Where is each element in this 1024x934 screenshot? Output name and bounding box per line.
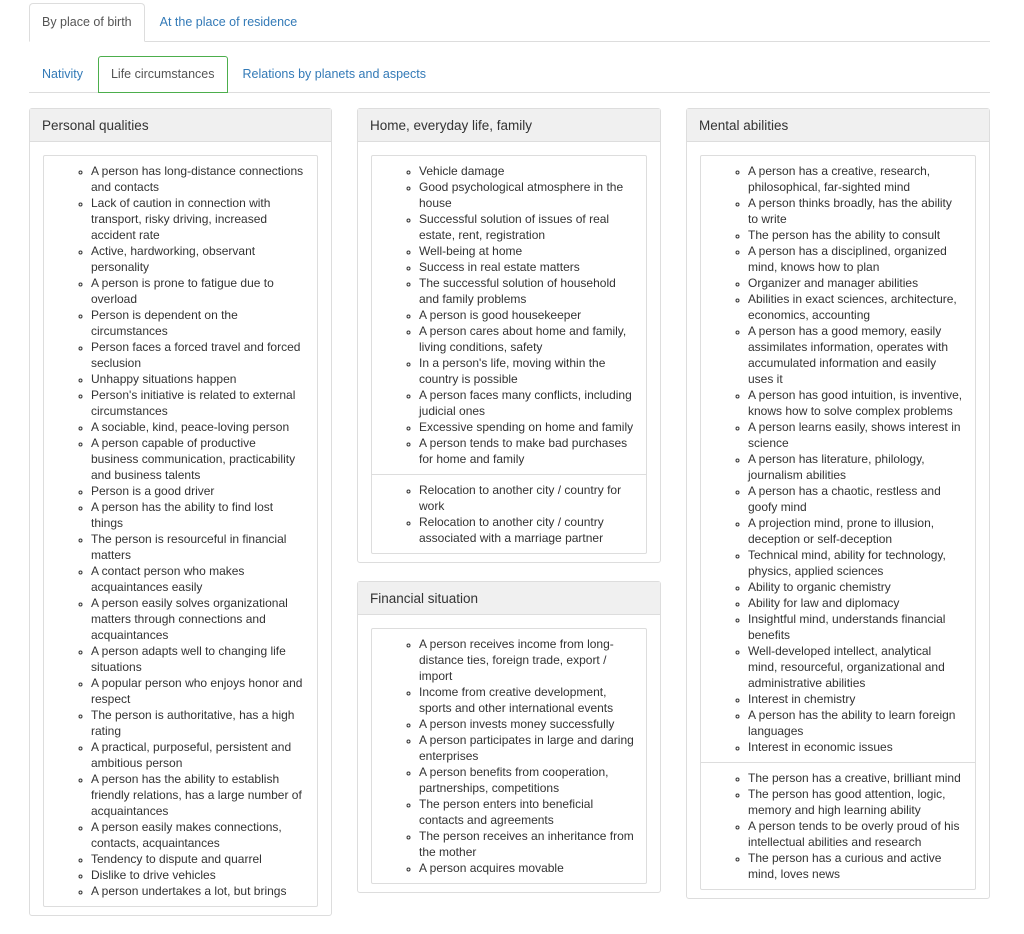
list-item: ◦ A person tends to be overly proud of his intellectual abilities and research: [748, 818, 969, 850]
panel-home-everyday-life-family: [357, 108, 661, 563]
list-item: ◦ The person has a curious and active mind, loves news: [748, 850, 969, 882]
tab-relations-by-planets-and-aspects[interactable]: Relations by planets and aspects: [242, 67, 426, 81]
list-item: ◦ Vehicle damage: [419, 163, 640, 179]
item-group: [372, 475, 646, 553]
list-item: ◦ Relocation to another city / country associated with a marriage partner: [419, 514, 640, 546]
list-item: ◦ A person has the ability to establish friendly relations, has a large number of acquaintances: [91, 771, 311, 819]
panel-mental-abilities: [686, 108, 990, 899]
list-item: ◦ Ability to organic chemistry: [748, 579, 969, 595]
list-item: ◦ Insightful mind, understands financial benefits: [748, 611, 969, 643]
list-item: ◦ A person easily makes connections, contacts, acquaintances: [91, 819, 311, 851]
panels-area: [29, 108, 990, 898]
list-item: ◦ Well-being at home: [419, 243, 640, 259]
list-item: ◦ Successful solution of issues of real estate, rent, registration: [419, 211, 640, 243]
list-item: ◦ Active, hardworking, observant personality: [91, 243, 311, 275]
panel-body: [687, 142, 989, 898]
list-item: ◦ A person receives income from long-distance ties, foreign trade, export / import: [419, 636, 640, 684]
list-item: ◦ In a person's life, moving within the country is possible: [419, 355, 640, 387]
list-item: ◦ A person thinks broadly, has the ability to write: [748, 195, 969, 227]
list-item: ◦ Success in real estate matters: [419, 259, 640, 275]
list-item: ◦ A person benefits from cooperation, partnerships, competitions: [419, 764, 640, 796]
list-item: ◦ A person is good housekeeper: [419, 307, 640, 323]
item-list: [701, 163, 969, 755]
list-item: ◦ A person has the ability to learn foreign languages: [748, 707, 969, 739]
list-item: ◦ The person enters into beneficial contacts and agreements: [419, 796, 640, 828]
tab-life-circumstances[interactable]: Life circumstances: [98, 56, 228, 93]
item-group: [372, 629, 646, 883]
list-item: ◦ A person has the ability to find lost things: [91, 499, 311, 531]
list-item: ◦ Person's initiative is related to external circumstances: [91, 387, 311, 419]
list-item: ◦ Income from creative development, sports and other international events: [419, 684, 640, 716]
column-middle: [357, 108, 661, 911]
list-item: ◦ A practical, purposeful, persistent and ambitious person: [91, 739, 311, 771]
column-right: [686, 108, 990, 917]
item-list: [372, 163, 640, 467]
list-item: ◦ The successful solution of household and family problems: [419, 275, 640, 307]
list-item: ◦ Lack of caution in connection with transport, risky driving, increased accident rate: [91, 195, 311, 243]
item-list: [701, 770, 969, 882]
list-item: ◦ A person has a chaotic, restless and goofy mind: [748, 483, 969, 515]
panel-body: [358, 142, 660, 562]
list-item: ◦ Technical mind, ability for technology, physics, applied sciences: [748, 547, 969, 579]
item-list: [44, 163, 311, 899]
panel-title: Home, everyday life, family: [358, 109, 660, 142]
panel-financial-situation: [357, 581, 661, 893]
list-item: ◦ A person has a creative, research, philosophical, far-sighted mind: [748, 163, 969, 195]
list-item: ◦ A person acquires movable: [419, 860, 640, 876]
list-item: ◦ Person is dependent on the circumstances: [91, 307, 311, 339]
list-item: ◦ The person has the ability to consult: [748, 227, 969, 243]
group-box: [371, 155, 647, 554]
list-item: ◦ Ability for law and diplomacy: [748, 595, 969, 611]
list-item: ◦ Person faces a forced travel and forced seclusion: [91, 339, 311, 371]
item-group: [701, 156, 975, 763]
panel-body: [30, 142, 331, 915]
list-item: ◦ A person has a disciplined, organized mind, knows how to plan: [748, 243, 969, 275]
list-item: ◦ The person receives an inheritance from the mother: [419, 828, 640, 860]
list-item: ◦ Abilities in exact sciences, architecture, economics, accounting: [748, 291, 969, 323]
list-item: ◦ A popular person who enjoys honor and respect: [91, 675, 311, 707]
list-item: ◦ A person has literature, philology, journalism abilities: [748, 451, 969, 483]
list-item: ◦ A person tends to make bad purchases for home and family: [419, 435, 640, 467]
list-item: ◦ Interest in chemistry: [748, 691, 969, 707]
group-box: [371, 628, 647, 884]
place-tabs: [29, 0, 990, 42]
tab-nativity[interactable]: Nativity: [42, 67, 83, 81]
panel-title: Financial situation: [358, 582, 660, 615]
panel-title: Mental abilities: [687, 109, 989, 142]
list-item: ◦ Good psychological atmosphere in the house: [419, 179, 640, 211]
list-item: ◦ A person easily solves organizational matters through connections and acquaintances: [91, 595, 311, 643]
list-item: ◦ A person has long-distance connections and contacts: [91, 163, 311, 195]
column-left: [29, 108, 332, 934]
list-item: ◦ Interest in economic issues: [748, 739, 969, 755]
list-item: ◦ A person has a good memory, easily assimilates information, operates with accumulated information and easily uses it: [748, 323, 969, 387]
panel-personal-qualities: [29, 108, 332, 916]
panel-body: [358, 615, 660, 892]
list-item: ◦ The person has a creative, brilliant mind: [748, 770, 969, 786]
tab-by-place-of-birth[interactable]: By place of birth: [29, 3, 145, 42]
list-item: ◦ The person is authoritative, has a high rating: [91, 707, 311, 739]
item-group: [701, 763, 975, 889]
group-box: [700, 155, 976, 890]
list-item: ◦ A sociable, kind, peace-loving person: [91, 419, 311, 435]
list-item: ◦ The person is resourceful in financial matters: [91, 531, 311, 563]
item-list: [372, 636, 640, 876]
list-item: ◦ Unhappy situations happen: [91, 371, 311, 387]
list-item: ◦ Well-developed intellect, analytical mind, resourceful, organizational and administrative abilities: [748, 643, 969, 691]
list-item: ◦ Relocation to another city / country for work: [419, 482, 640, 514]
list-item: ◦ A person is prone to fatigue due to overload: [91, 275, 311, 307]
panel-title: Personal qualities: [30, 109, 331, 142]
list-item: ◦ A person has good intuition, is inventive, knows how to solve complex problems: [748, 387, 969, 419]
list-item: ◦ Tendency to dispute and quarrel: [91, 851, 311, 867]
list-item: ◦ A person participates in large and daring enterprises: [419, 732, 640, 764]
list-item: ◦ A person adapts well to changing life situations: [91, 643, 311, 675]
list-item: ◦ A person undertakes a lot, but brings: [91, 883, 311, 899]
list-item: ◦ A projection mind, prone to illusion, deception or self-deception: [748, 515, 969, 547]
item-list: [372, 482, 640, 546]
list-item: ◦ The person has good attention, logic, memory and high learning ability: [748, 786, 969, 818]
group-box: [43, 155, 318, 907]
tab-at-place-of-residence[interactable]: At the place of residence: [159, 15, 298, 29]
list-item: ◦ A person learns easily, shows interest in science: [748, 419, 969, 451]
list-item: ◦ Person is a good driver: [91, 483, 311, 499]
item-group: [372, 156, 646, 475]
list-item: ◦ A contact person who makes acquaintances easily: [91, 563, 311, 595]
list-item: ◦ A person cares about home and family, living conditions, safety: [419, 323, 640, 355]
list-item: ◦ Dislike to drive vehicles: [91, 867, 311, 883]
section-tabs: [29, 57, 990, 93]
list-item: ◦ Organizer and manager abilities: [748, 275, 969, 291]
item-group: [44, 156, 317, 906]
list-item: ◦ A person capable of productive business communication, practicability and business talents: [91, 435, 311, 483]
list-item: ◦ Excessive spending on home and family: [419, 419, 640, 435]
list-item: ◦ A person faces many conflicts, including judicial ones: [419, 387, 640, 419]
list-item: ◦ A person invests money successfully: [419, 716, 640, 732]
